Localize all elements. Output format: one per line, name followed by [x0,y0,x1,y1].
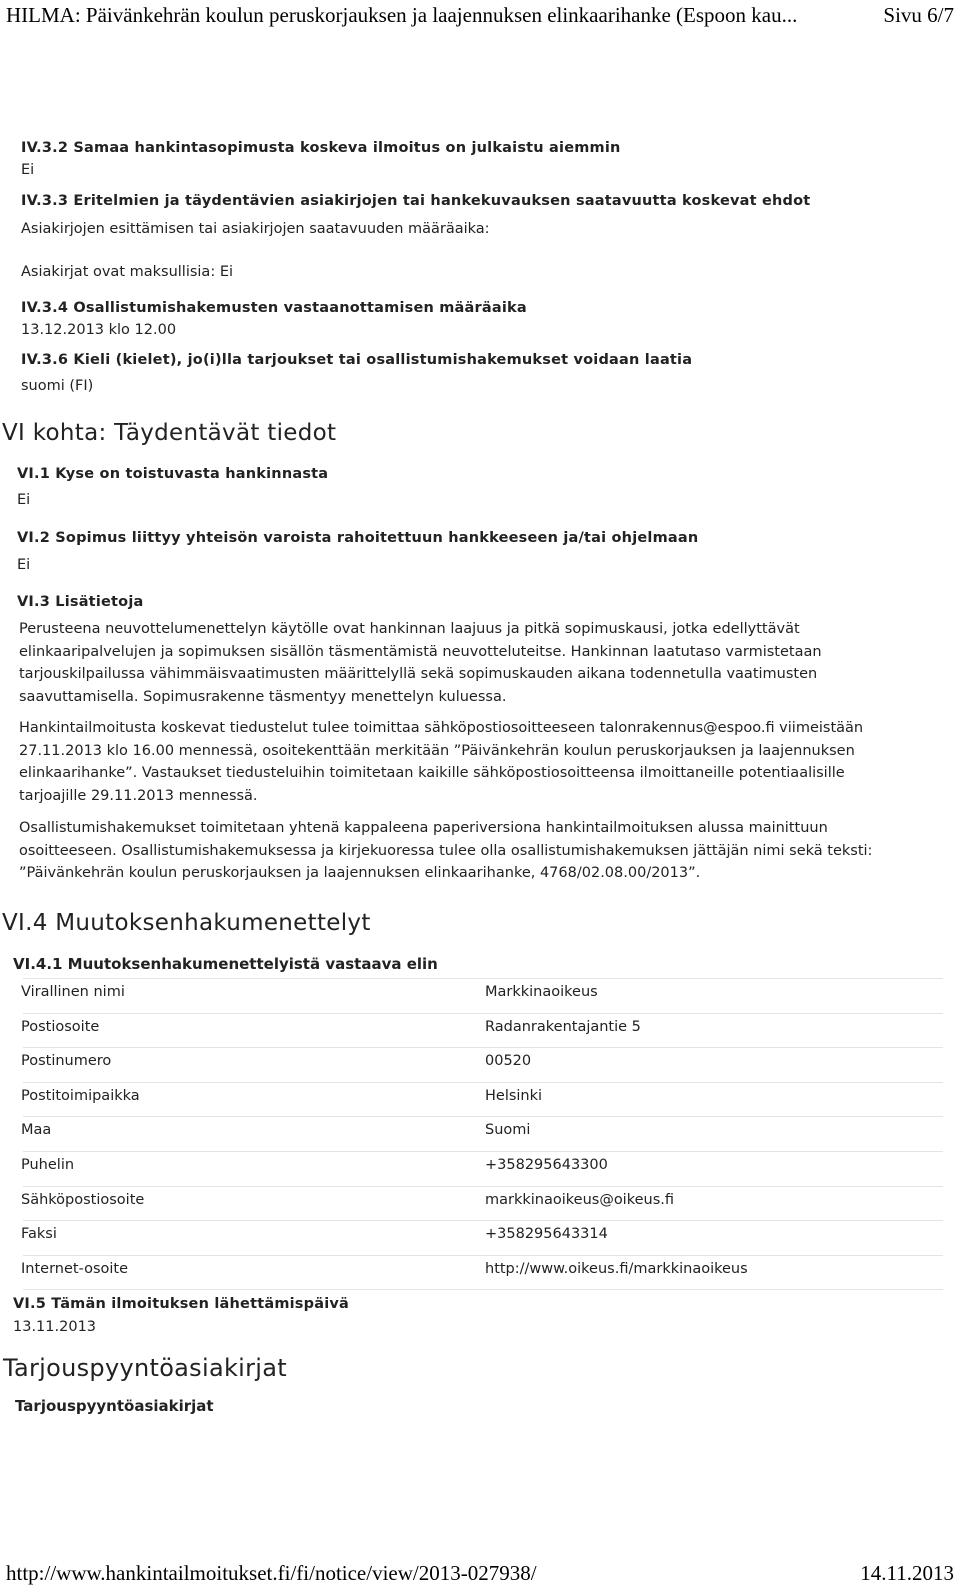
table-row-divider [23,1220,943,1221]
table-row-divider [23,1255,943,1256]
table-row-divider [23,1151,943,1152]
additional-info-paragraph-1: Perusteena neuvottelumenettelyn käytölle ovat hankinnan laajuus ja pitkä sopimuskausi, jotka edellyttävät elinkaaripalvelujen ja sopimuksen sisällön täsmentämistä neuvotteluteitse. Hankinnan laatutaso varmistetaan tarjouskilpailussa vähimmäisvaatimusten määrittelyllä sekä sopimuskauden aikana todennetulla vaatimusten saavuttamisella. Sopimusrakenne täsmentyy menettelyn kuluessa. [19,621,822,705]
table-row-label: Faksi [21,1226,57,1242]
section-heading-iv-3-4: IV.3.4 Osallistumishakemusten vastaanottamisen määräaika [21,300,527,316]
section-value-iv-3-6: suomi (FI) [21,378,94,394]
footer-date: 14.11.2013 [860,1561,954,1585]
table-row-divider [23,1116,943,1117]
table-row-divider [23,1186,943,1187]
table-row-label: Puhelin [21,1157,75,1173]
table-row-value: 00520 [485,1053,532,1069]
section-heading-vi-5: VI.5 Tämän ilmoituksen lähettämispäivä [13,1296,349,1312]
print-header [6,0,954,30]
page-number: Sivu 6/7 [883,3,954,27]
documents-deadline-label: Asiakirjojen esittämisen tai asiakirjojen saatavuuden määräaika: [21,221,490,237]
table-row-value: markkinaoikeus@oikeus.fi [485,1192,675,1208]
table-row-divider [23,1047,943,1048]
table-row-label: Postiosoite [21,1019,100,1035]
table-row-label: Internet-osoite [21,1261,129,1277]
table-row-value: http://www.oikeus.fi/markkinaoikeus [485,1261,748,1277]
section-heading-iv-3-2: IV.3.2 Samaa hankintasopimusta koskeva ilmoitus on julkaistu aiemmin [21,140,621,156]
footer-url: http://www.hankintailmoitukset.fi/fi/notice/view/2013-027938/ [6,1561,537,1585]
tender-documents-title: Tarjouspyyntöasiakirjat [3,1354,287,1382]
table-row-divider [23,1013,943,1014]
table-row-value: +358295643314 [485,1226,608,1242]
section-value-vi-2: Ei [17,557,31,573]
section-value-iv-3-2: Ei [21,162,35,178]
table-row-label: Sähköpostiosoite [21,1192,145,1208]
table-row-divider [23,978,943,979]
table-row-label: Virallinen nimi [21,984,125,1000]
table-row-divider [23,1289,943,1290]
section-value-vi-1: Ei [17,492,31,508]
section-heading-iv-3-3: IV.3.3 Eritelmien ja täydentävien asiakirjojen tai hankekuvauksen saatavuutta koskevat ehdot [21,193,811,209]
section-title-vi: VI kohta: Täydentävät tiedot [2,420,337,446]
print-footer [6,1558,954,1588]
section-heading-vi-1: VI.1 Kyse on toistuvasta hankinnasta [17,466,329,482]
section-heading-vi-2: VI.2 Sopimus liittyy yhteisön varoista rahoitettuun hankkeeseen ja/tai ohjelmaan [17,530,699,546]
documents-paid-label: Asiakirjat ovat maksullisia: Ei [21,264,234,280]
tender-documents-subtitle: Tarjouspyyntöasiakirjat [15,1397,214,1415]
table-row-label: Postitoimipaikka [21,1088,140,1104]
table-row-value: Markkinaoikeus [485,984,598,1000]
section-heading-vi-4-1: VI.4.1 Muutoksenhakumenettelyistä vastaava elin [13,955,438,973]
section-value-iv-3-4: 13.12.2013 klo 12.00 [21,322,177,338]
table-row-value: Radanrakentajantie 5 [485,1019,641,1035]
section-heading-vi-3: VI.3 Lisätietoja [17,594,144,610]
table-row-label: Maa [21,1122,52,1138]
section-heading-iv-3-6: IV.3.6 Kieli (kielet), jo(i)lla tarjoukset tai osallistumishakemukset voidaan laatia [21,352,693,368]
additional-info-paragraph-2: Hankintailmoitusta koskevat tiedustelut tulee toimittaa sähköpostiosoitteeseen talonrakennus@espoo.fi viimeistään 27.11.2013 klo 16.00 mennessä, osoitekenttään merkitään ”Päivänkehrän koulun peruskorjauksen ja laajennuksen elinkaarihanke”. Vastaukset tiedusteluihin toimitetaan kaikille sähköpostiosoitteensa ilmoittaneille potentiaalisille tarjoajille 29.11.2013 mennessä. [19,720,864,804]
table-row-label: Postinumero [21,1053,112,1069]
section-title-vi-4: VI.4 Muutoksenhakumenettelyt [2,910,371,936]
table-row-value: Suomi [485,1122,531,1138]
table-row-divider [23,1082,943,1083]
table-row-value: +358295643300 [485,1157,608,1173]
print-header-title: HILMA: Päivänkehrän koulun peruskorjauksen ja laajennuksen elinkaarihanke (Espoon kau... [6,3,798,27]
dispatch-date: 13.11.2013 [13,1319,97,1335]
table-row-value: Helsinki [485,1088,543,1104]
additional-info-paragraph-3: Osallistumishakemukset toimitetaan yhtenä kappaleena paperiversiona hankintailmoituksen alussa mainittuun osoitteeseen. Osallistumishakemuksessa ja kirjekuoressa tulee olla osallistumishakemuksen jättäjän nimi sekä teksti: ”Päivänkehrän koulun peruskorjauksen ja laajennuksen elinkaarihanke, 4768/02.08.00/2013”. [19,820,873,881]
